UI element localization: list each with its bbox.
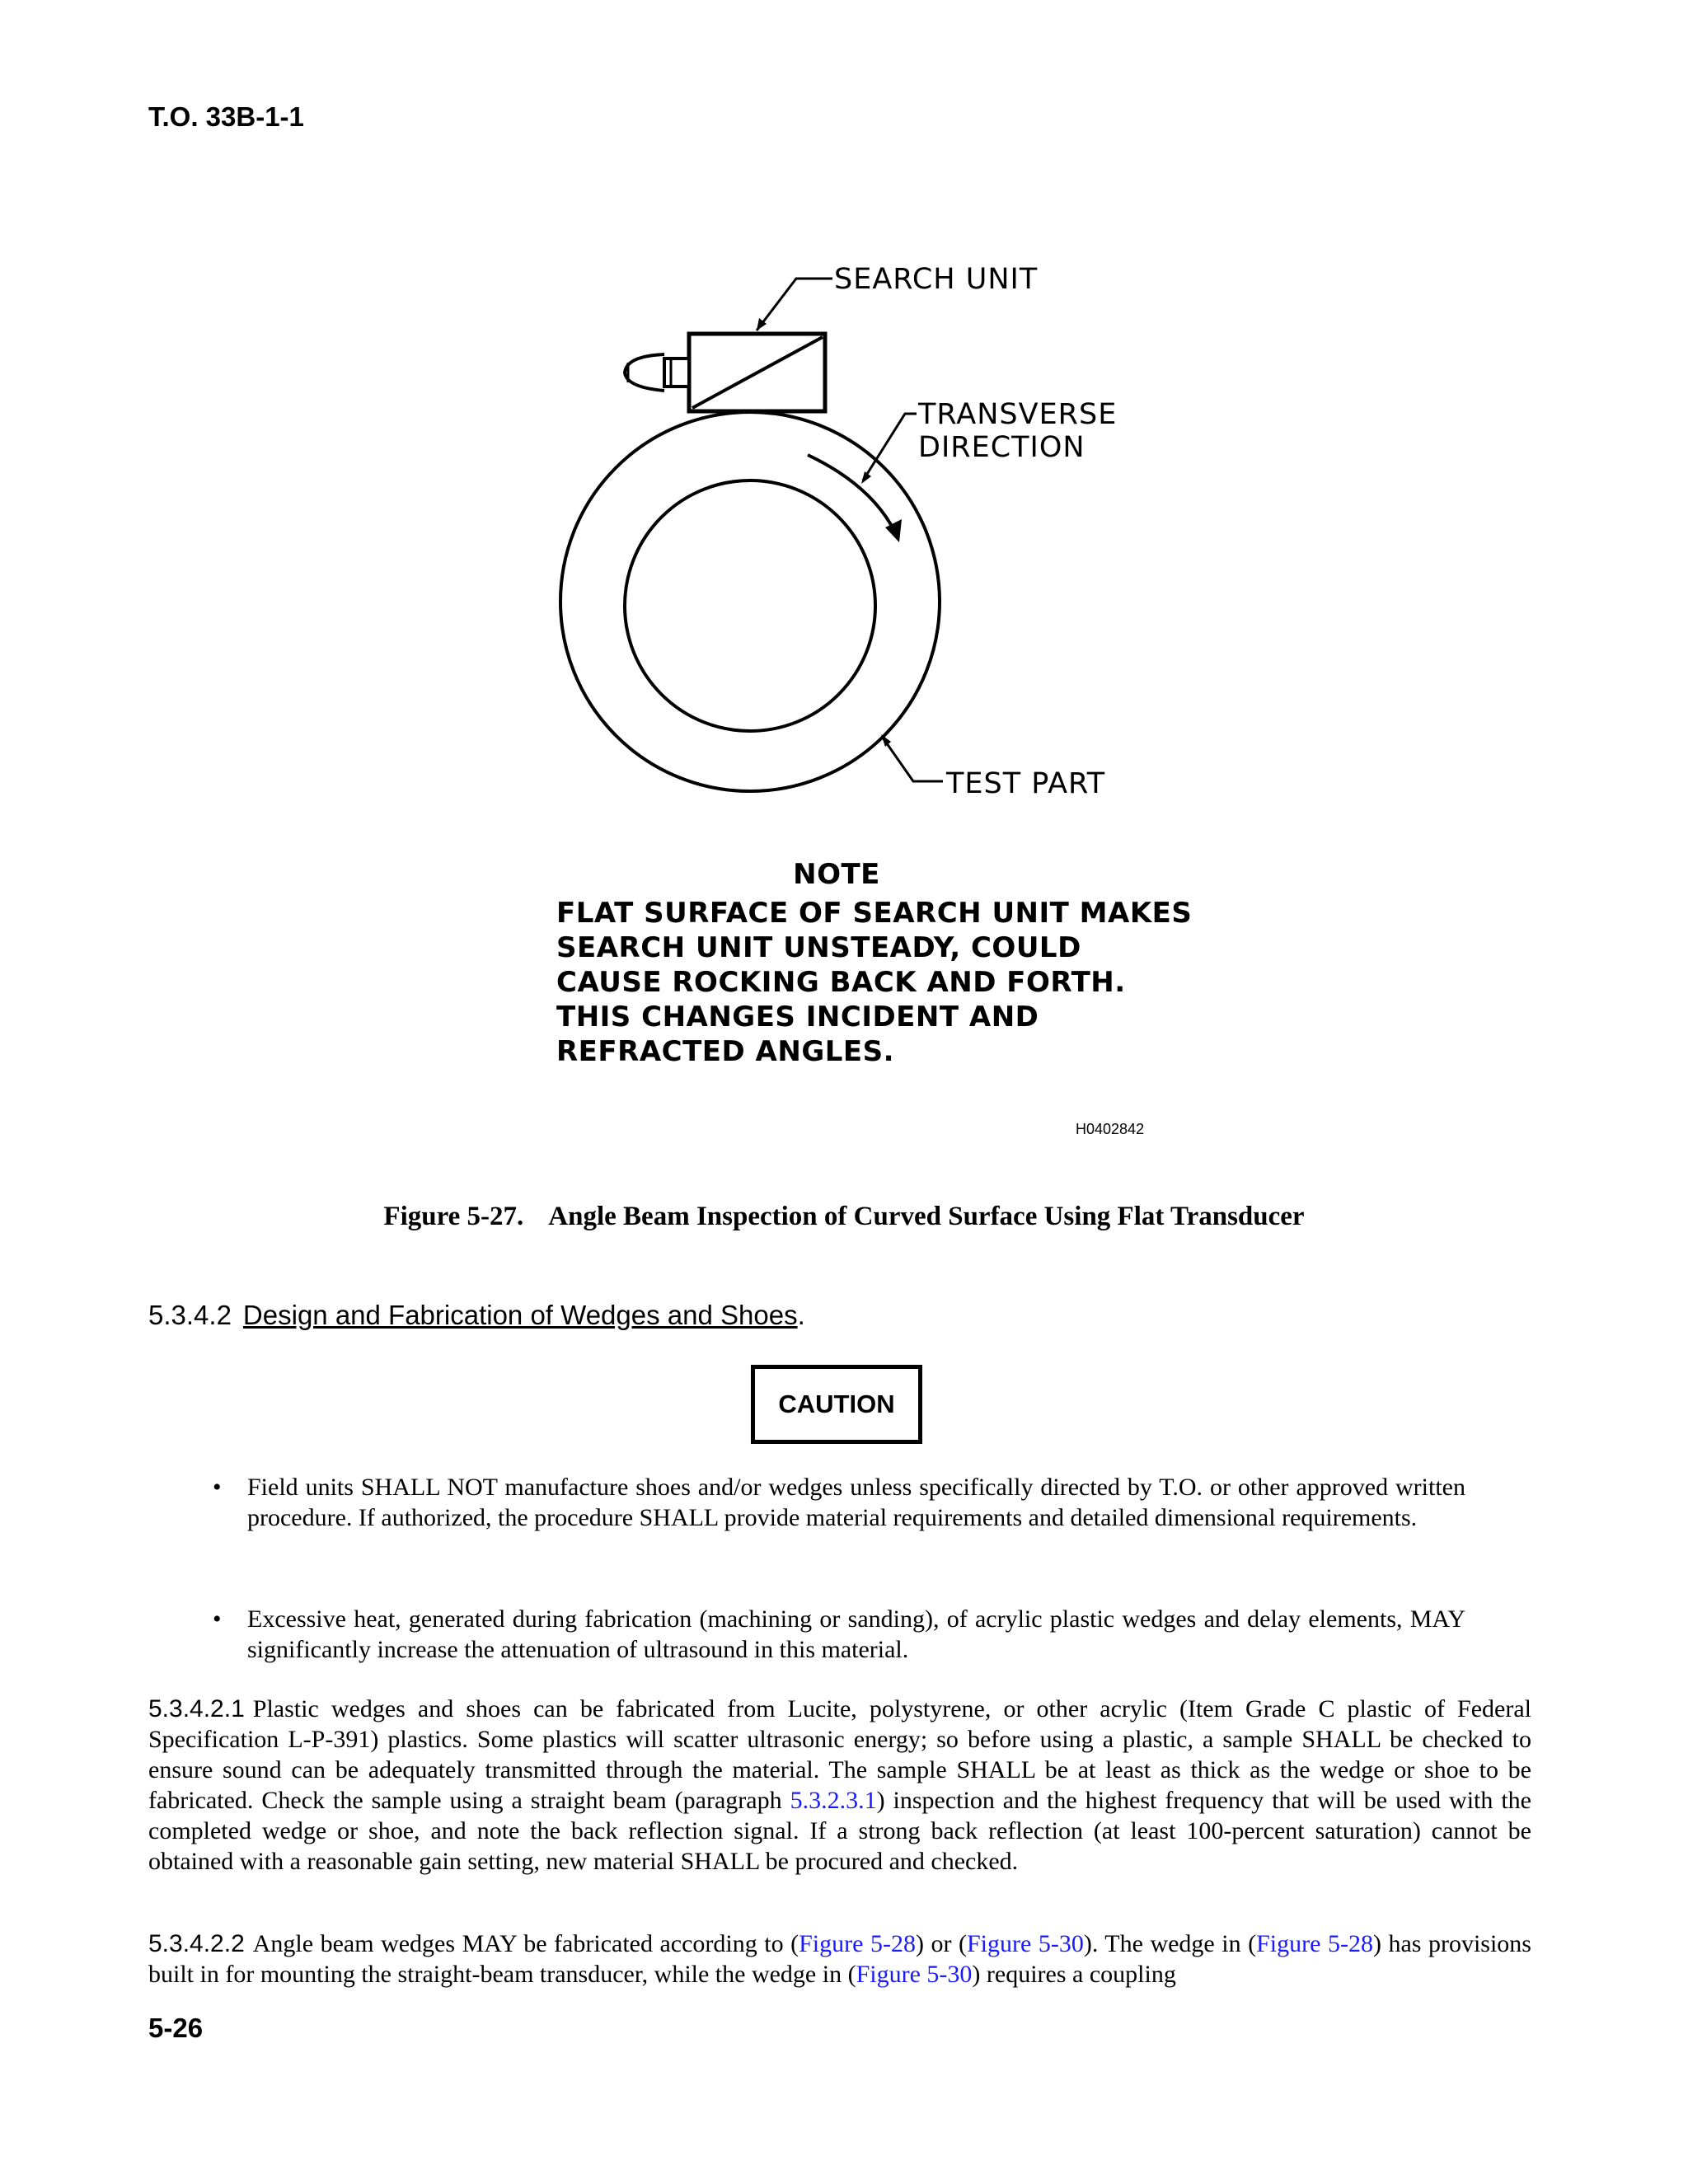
note-line: CAUSE ROCKING BACK AND FORTH. xyxy=(556,966,1126,999)
figure-link[interactable]: Figure 5-30 xyxy=(966,1930,1084,1957)
transverse-label-line2: DIRECTION xyxy=(918,431,1085,464)
figure-link[interactable]: Figure 5-28 xyxy=(799,1930,916,1957)
paragraph-number: 5.3.4.2.1 xyxy=(148,1695,245,1722)
caution-box xyxy=(751,1365,922,1444)
paragraph-link[interactable]: 5.3.2.3.1 xyxy=(790,1787,877,1814)
paragraph-text: ) inspection and the highest frequency that will be used with the completed wedge or shoe, and note the back reflection signal. If a strong back reflection (at least 100-percent saturation) cannot be obtained with a reasonable gain setting, new material SHALL be procured and checked. xyxy=(148,1787,1531,1875)
caution-bullet: Field units SHALL NOT manufacture shoes and/or wedges unless specifically directed by T.O. or other approved written procedure. If authorized, the procedure SHALL provide material requirements and detailed dimensional requirements. xyxy=(247,1474,1465,1531)
test-part-inner-circle xyxy=(625,480,875,731)
drawing-number: H0402842 xyxy=(1076,1121,1145,1137)
note-line: SEARCH UNIT UNSTEADY, COULD xyxy=(556,931,1081,964)
note-line: REFRACTED ANGLES. xyxy=(556,1035,895,1068)
bullet-dot: • xyxy=(213,1605,222,1633)
paragraph-5-3-4-2-1 xyxy=(148,1694,1531,1877)
transverse-arrowhead-icon xyxy=(885,519,902,542)
paragraph-text: ). The wedge in ( xyxy=(1083,1930,1257,1957)
bullet-dot: • xyxy=(213,1474,222,1501)
section-heading xyxy=(148,1300,805,1331)
figure-caption-title: Angle Beam Inspection of Curved Surface Using Flat Transducer xyxy=(548,1202,1305,1231)
paragraph-text: ) requires a coupling xyxy=(972,1961,1176,1988)
page-number: 5-26 xyxy=(148,2013,204,2043)
search-unit-leader xyxy=(757,279,832,330)
paragraph-number: 5.3.4.2.2 xyxy=(148,1930,245,1957)
note-heading: NOTE xyxy=(793,858,880,891)
test-part-label: TEST PART xyxy=(946,767,1106,800)
search-unit-label: SEARCH UNIT xyxy=(834,263,1039,296)
figure-link[interactable]: Figure 5-30 xyxy=(856,1961,973,1988)
test-part-outer-circle xyxy=(560,412,940,791)
figure-caption-number: Figure 5-27. xyxy=(383,1202,524,1231)
note-line: FLAT SURFACE OF SEARCH UNIT MAKES xyxy=(556,897,1193,930)
section-title: Design and Fabrication of Wedges and Shoes xyxy=(242,1300,798,1330)
paragraph-5-3-4-2-2 xyxy=(148,1929,1531,1990)
search-unit-shape xyxy=(625,334,825,411)
document-id-header: T.O. 33B-1-1 xyxy=(148,101,304,132)
caution-label: CAUTION xyxy=(778,1390,895,1418)
paragraph-text: Plastic wedges and shoes can be fabricated from Lucite, polystyrene, or other acrylic (Item Grade C plastic of Federal Specification L-P-391) plastics. Some plastics will scatter ultrasonic energy; so before using a plastic, a sample SHALL be checked to ensure sound can be adequately transmitted through the material. The sample SHALL be at least as thick as the wedge or shoe to be fabricated. Check the sample using a straight beam (paragraph xyxy=(148,1695,1531,1814)
paragraph-text: Angle beam wedges MAY be fabricated according to ( xyxy=(252,1930,799,1957)
paragraph-text: ) has provisions built in for mounting the straight-beam transducer, while the wedge in ( xyxy=(148,1930,1531,1988)
note-line: THIS CHANGES INCIDENT AND xyxy=(556,1001,1039,1033)
figure-link[interactable]: Figure 5-28 xyxy=(1256,1930,1373,1957)
test-part-leader xyxy=(883,738,943,781)
figure-caption xyxy=(0,1202,1688,1232)
section-trailing: . xyxy=(797,1300,805,1330)
transverse-label-line1: TRANSVERSE xyxy=(918,398,1118,431)
section-number: 5.3.4.2 xyxy=(148,1300,232,1330)
paragraph-text: ) or ( xyxy=(915,1930,967,1957)
caution-bullet: Excessive heat, generated during fabrication (machining or sanding), of acrylic plastic wedges and delay elements, MAY significantly increase the attenuation of ultrasound in this material. xyxy=(247,1605,1465,1663)
transverse-leader xyxy=(863,414,917,480)
